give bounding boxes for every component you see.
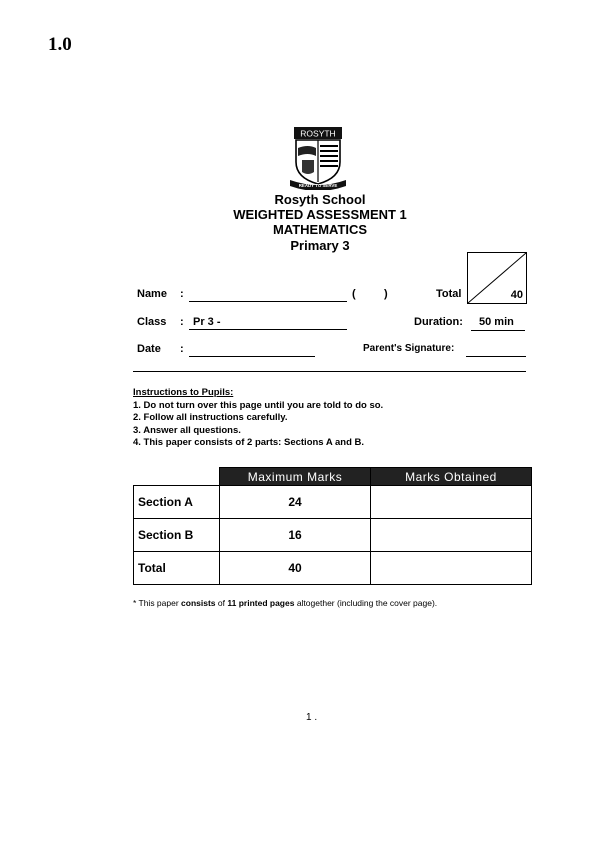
index-paren-close: ) bbox=[384, 288, 388, 300]
date-field[interactable] bbox=[189, 356, 315, 357]
note-consists: consists bbox=[181, 598, 216, 608]
index-paren-open: ( bbox=[352, 288, 356, 300]
section-a-obtained[interactable] bbox=[371, 486, 532, 519]
table-row bbox=[134, 486, 532, 519]
total-row-obtained[interactable] bbox=[371, 552, 532, 585]
table-row bbox=[134, 519, 532, 552]
instruction-item: 2. Follow all instructions carefully. bbox=[133, 412, 288, 423]
total-row-max: 40 bbox=[220, 552, 371, 585]
school-crest-logo bbox=[288, 126, 348, 190]
total-score-box[interactable] bbox=[467, 252, 527, 304]
total-label: Total bbox=[436, 288, 462, 300]
level-title: Primary 3 bbox=[290, 238, 350, 253]
class-field[interactable] bbox=[189, 329, 347, 330]
duration-value: 50 min bbox=[479, 316, 514, 328]
total-max-value: 40 bbox=[510, 289, 523, 301]
class-colon: : bbox=[180, 316, 184, 328]
note-page-count: 11 printed pages bbox=[227, 598, 295, 608]
marks-table-header-row bbox=[134, 468, 532, 486]
instructions bbox=[133, 387, 383, 450]
marks-obtained-header: Marks Obtained bbox=[371, 468, 532, 486]
class-label: Class bbox=[137, 316, 167, 328]
table-row bbox=[134, 552, 532, 585]
total-row-label: Total bbox=[134, 552, 220, 585]
section-b-max: 16 bbox=[220, 519, 371, 552]
duration-label: Duration: bbox=[414, 316, 463, 328]
instruction-item: 1. Do not turn over this page until you are told to do so. bbox=[133, 399, 384, 411]
note-of: of bbox=[215, 598, 228, 608]
name-field[interactable] bbox=[189, 301, 347, 302]
max-marks-header: Maximum Marks bbox=[220, 468, 371, 486]
name-colon: : bbox=[180, 288, 184, 300]
section-b-obtained[interactable] bbox=[371, 519, 532, 552]
instruction-item: 4. This paper consists of 2 parts: Sections A and B. bbox=[133, 437, 365, 448]
school-name: Rosyth School bbox=[274, 192, 366, 207]
page-number: 1 . bbox=[306, 712, 318, 723]
marks-table-corner bbox=[134, 468, 220, 486]
date-colon: : bbox=[180, 343, 184, 355]
crest-banner-text: ROSYTH bbox=[300, 128, 336, 139]
instructions-title: Instructions to Pupils: bbox=[133, 387, 234, 398]
crest-motto-text: READY TO SERVE bbox=[298, 183, 338, 188]
corner-label: 1.0 bbox=[48, 34, 72, 55]
section-a-max: 24 bbox=[220, 486, 371, 519]
signature-field[interactable] bbox=[466, 356, 526, 357]
page-count-note bbox=[133, 598, 437, 608]
class-value: Pr 3 - bbox=[193, 316, 221, 328]
form-divider bbox=[133, 371, 526, 372]
note-suffix: altogether (including the cover page). bbox=[294, 598, 438, 608]
subject-title: MATHEMATICS bbox=[272, 222, 368, 237]
marks-table bbox=[133, 467, 532, 585]
section-a-label: Section A bbox=[134, 486, 220, 519]
section-b-label: Section B bbox=[134, 519, 220, 552]
date-label: Date bbox=[137, 343, 161, 355]
note-prefix: * This paper bbox=[133, 598, 182, 608]
index-number-field[interactable] bbox=[358, 288, 380, 302]
name-label: Name bbox=[137, 288, 167, 300]
instruction-item: 3. Answer all questions. bbox=[133, 424, 241, 436]
assessment-title: WEIGHTED ASSESSMENT 1 bbox=[233, 207, 407, 222]
duration-underline bbox=[471, 330, 525, 331]
signature-label: Parent's Signature: bbox=[363, 343, 455, 354]
